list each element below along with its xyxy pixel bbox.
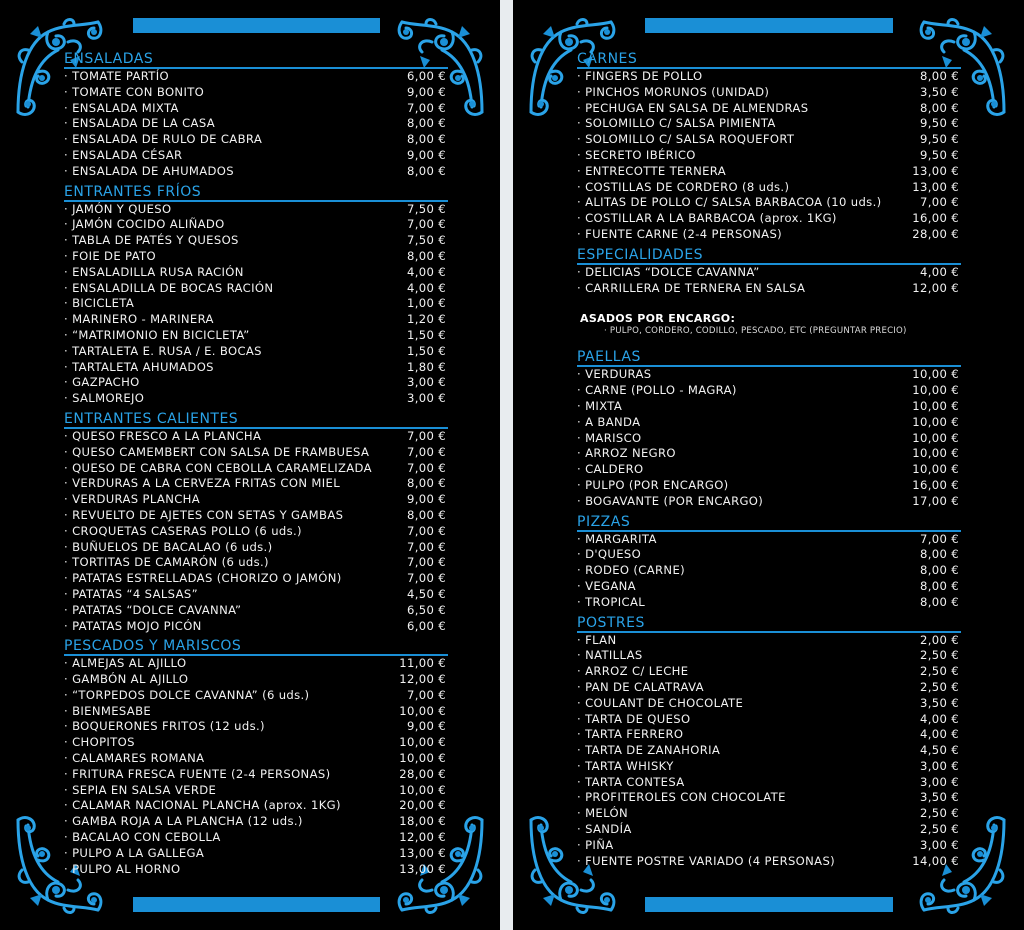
- menu-item: [577, 101, 961, 117]
- menu-item-price: 13,00 €: [399, 845, 446, 860]
- menu-item-price: 7,50 €: [407, 233, 446, 248]
- menu-section: [577, 348, 961, 509]
- menu-item: [64, 164, 448, 180]
- menu-item-name: · BUÑUELOS DE BACALAO (6 uds.): [64, 540, 272, 556]
- menu-item-name: · A BANDA: [577, 415, 640, 431]
- menu-item-name: · RODEO (CARNE): [577, 563, 685, 579]
- menu-item: [64, 508, 448, 524]
- menu-item: [64, 132, 448, 148]
- menu-item-name: · “TORPEDOS DOLCE CAVANNA” (6 uds.): [64, 688, 309, 704]
- menu-item-name: · JAMÓN Y QUESO: [64, 202, 171, 218]
- menu-item-name: · QUESO FRESCO A LA PLANCHA: [64, 429, 261, 445]
- menu-item-name: · ALITAS DE POLLO C/ SALSA BARBACOA (10 uds.): [577, 195, 881, 211]
- menu-item: [64, 445, 448, 461]
- menu-item: [577, 712, 961, 728]
- menu-item-price: 1,80 €: [407, 359, 446, 374]
- menu-item: [577, 648, 961, 664]
- menu-item-name: · TARTALETA E. RUSA / E. BOCAS: [64, 344, 262, 360]
- section-title: PIZZAS: [577, 513, 961, 532]
- menu-item-price: 1,00 €: [407, 296, 446, 311]
- menu-item-name: · CALAMARES ROMANA: [64, 751, 204, 767]
- menu-item-price: 9,00 €: [407, 492, 446, 507]
- menu-item-name: · MIXTA: [577, 399, 622, 415]
- menu-item-price: 9,50 €: [920, 147, 959, 162]
- menu-item: [577, 547, 961, 563]
- menu-item-name: · PIÑA: [577, 838, 614, 854]
- menu-item-name: · PATATAS ESTRELLADAS (CHORIZO O JAMÓN): [64, 571, 342, 587]
- menu-item-price: 11,00 €: [399, 656, 446, 671]
- menu-item: [64, 429, 448, 445]
- section-title: ENTRANTES CALIENTES: [64, 410, 448, 429]
- menu-item: [64, 312, 448, 328]
- section-title: ESPECIALIDADES: [577, 246, 961, 265]
- menu-section: [64, 637, 448, 877]
- menu-item: [64, 751, 448, 767]
- menu-item-name: · VEGANA: [577, 579, 636, 595]
- menu-item-price: 3,00 €: [920, 774, 959, 789]
- menu-item-price: 3,00 €: [407, 391, 446, 406]
- menu-item-name: · D'QUESO: [577, 547, 641, 563]
- menu-item: [64, 603, 448, 619]
- menu-item: [64, 148, 448, 164]
- menu-item: [577, 281, 961, 297]
- menu-section: [64, 410, 448, 634]
- menu-item: [577, 806, 961, 822]
- menu-item: [577, 367, 961, 383]
- menu-item-name: · BOQUERONES FRITOS (12 uds.): [64, 719, 265, 735]
- menu-item-name: · ENSALADILLA RUSA RACIÓN: [64, 265, 244, 281]
- menu-item: [577, 633, 961, 649]
- menu-item: [64, 704, 448, 720]
- menu-item-price: 10,00 €: [912, 414, 959, 429]
- menu-item-name: · GAZPACHO: [64, 375, 140, 391]
- menu-item-price: 8,00 €: [920, 578, 959, 593]
- left-menu-content: [64, 50, 448, 877]
- menu-item-price: 2,50 €: [920, 806, 959, 821]
- menu-item-name: · ENSALADA DE LA CASA: [64, 116, 215, 132]
- menu-item: [577, 532, 961, 548]
- menu-item-price: 7,00 €: [920, 195, 959, 210]
- menu-item-name: · SOLOMILLO C/ SALSA ROQUEFORT: [577, 132, 794, 148]
- menu-item-name: · VERDURAS PLANCHA: [64, 492, 200, 508]
- menu-item: [64, 217, 448, 233]
- menu-item-name: · SECRETO IBÉRICO: [577, 148, 696, 164]
- menu-item-name: · MELÓN: [577, 806, 628, 822]
- menu-item-price: 2,00 €: [920, 632, 959, 647]
- menu-item: [64, 492, 448, 508]
- menu-section: [577, 50, 961, 243]
- menu-item: [577, 69, 961, 85]
- menu-item-price: 7,00 €: [407, 539, 446, 554]
- menu-item-name: · SANDÍA: [577, 822, 632, 838]
- menu-item-price: 8,00 €: [920, 100, 959, 115]
- menu-item: [577, 164, 961, 180]
- menu-item: [64, 688, 448, 704]
- section-title: POSTRES: [577, 614, 961, 633]
- menu-item-price: 7,00 €: [407, 444, 446, 459]
- menu-item-name: · TARTA FERRERO: [577, 727, 683, 743]
- menu-item-price: 7,00 €: [407, 217, 446, 232]
- menu-item-price: 9,00 €: [407, 147, 446, 162]
- menu-item-price: 2,50 €: [920, 648, 959, 663]
- menu-item-price: 10,00 €: [912, 462, 959, 477]
- menu-item-price: 4,50 €: [920, 743, 959, 758]
- menu-item: [577, 195, 961, 211]
- menu-item-name: · PAN DE CALATRAVA: [577, 680, 704, 696]
- menu-item-name: · ALMEJAS AL AJILLO: [64, 656, 186, 672]
- menu-item-price: 2,50 €: [920, 664, 959, 679]
- menu-item: [64, 587, 448, 603]
- menu-item-name: · COSTILLAS DE CORDERO (8 uds.): [577, 180, 789, 196]
- menu-item: [64, 735, 448, 751]
- menu-item: [577, 775, 961, 791]
- decorative-bar-bottom: [645, 897, 893, 912]
- menu-item-name: · REVUELTO DE AJETES CON SETAS Y GAMBAS: [64, 508, 343, 524]
- menu-item-name: · NATILLAS: [577, 648, 643, 664]
- menu-item: [577, 595, 961, 611]
- menu-item-price: 18,00 €: [399, 814, 446, 829]
- menu-item: [64, 360, 448, 376]
- menu-item-name: · QUESO DE CABRA CON CEBOLLA CARAMELIZADA: [64, 461, 372, 477]
- menu-item-name: · TARTA CONTESA: [577, 775, 685, 791]
- menu-item-name: · DELICIAS “DOLCE CAVANNA”: [577, 265, 760, 281]
- menu-item: [64, 202, 448, 218]
- menu-item-price: 10,00 €: [399, 703, 446, 718]
- menu-item-price: 7,50 €: [407, 201, 446, 216]
- menu-item-name: · MARINERO - MARINERA: [64, 312, 214, 328]
- menu-item: [577, 822, 961, 838]
- menu-item: [64, 391, 448, 407]
- menu-item-price: 9,50 €: [920, 132, 959, 147]
- menu-item: [64, 862, 448, 878]
- menu-item-price: 7,00 €: [407, 100, 446, 115]
- menu-item-name: · PATATAS “4 SALSAS”: [64, 587, 198, 603]
- menu-item-name: · BACALAO CON CEBOLLA: [64, 830, 221, 846]
- menu-item-price: 8,00 €: [407, 248, 446, 263]
- menu-item: [577, 727, 961, 743]
- menu-item-price: 3,50 €: [920, 790, 959, 805]
- asados-description: · PULPO, CORDERO, CODILLO, PESCADO, ETC (PREGUNTAR PRECIO): [577, 326, 961, 336]
- menu-item-name: · PULPO (POR ENCARGO): [577, 478, 729, 494]
- menu-item-price: 9,00 €: [407, 84, 446, 99]
- menu-item: [64, 101, 448, 117]
- menu-item-price: 8,00 €: [407, 132, 446, 147]
- menu-item: [64, 233, 448, 249]
- menu-item-price: 10,00 €: [912, 430, 959, 445]
- menu-item: [64, 524, 448, 540]
- menu-item-price: 3,50 €: [920, 84, 959, 99]
- menu-section: [577, 513, 961, 611]
- section-title: PESCADOS Y MARISCOS: [64, 637, 448, 656]
- menu-item: [64, 767, 448, 783]
- menu-item: [577, 579, 961, 595]
- menu-item: [64, 344, 448, 360]
- menu-item-price: 10,00 €: [912, 398, 959, 413]
- menu-item-price: 2,50 €: [920, 679, 959, 694]
- menu-item-price: 3,00 €: [920, 758, 959, 773]
- menu-item-name: · VERDURAS A LA CERVEZA FRITAS CON MIEL: [64, 476, 340, 492]
- menu-item: [577, 838, 961, 854]
- section-title: PAELLAS: [577, 348, 961, 367]
- menu-item: [64, 461, 448, 477]
- menu-item-name: · CROQUETAS CASERAS POLLO (6 uds.): [64, 524, 302, 540]
- menu-item-price: 10,00 €: [912, 446, 959, 461]
- menu-item-name: · PULPO AL HORNO: [64, 862, 181, 878]
- menu-item-name: · ENSALADA DE AHUMADOS: [64, 164, 234, 180]
- menu-item-name: · CARRILLERA DE TERNERA EN SALSA: [577, 281, 805, 297]
- menu-item: [577, 116, 961, 132]
- menu-item-name: · PECHUGA EN SALSA DE ALMENDRAS: [577, 101, 808, 117]
- menu-item-name: · SALMOREJO: [64, 391, 144, 407]
- menu-item: [577, 563, 961, 579]
- menu-item-name: · CHOPITOS: [64, 735, 135, 751]
- menu-item-price: 10,00 €: [912, 367, 959, 382]
- menu-section: [64, 183, 448, 407]
- menu-item-price: 20,00 €: [399, 798, 446, 813]
- menu-item-price: 8,00 €: [920, 594, 959, 609]
- menu-item: [577, 743, 961, 759]
- menu-item-price: 14,00 €: [912, 853, 959, 868]
- menu-item-price: 2,50 €: [920, 822, 959, 837]
- menu-item: [64, 265, 448, 281]
- menu-item-price: 4,00 €: [920, 727, 959, 742]
- menu-item-price: 16,00 €: [912, 211, 959, 226]
- decorative-bar-top: [645, 18, 893, 33]
- menu-item-price: 16,00 €: [912, 477, 959, 492]
- menu-item-price: 1,50 €: [407, 343, 446, 358]
- menu-item-name: · ARROZ C/ LECHE: [577, 664, 688, 680]
- decorative-bar-top: [133, 18, 380, 33]
- menu-item-price: 6,50 €: [407, 602, 446, 617]
- menu-item: [64, 375, 448, 391]
- menu-item-price: 3,50 €: [920, 695, 959, 710]
- menu-item: [64, 798, 448, 814]
- menu-panel-left: [0, 0, 500, 930]
- menu-item: [64, 116, 448, 132]
- menu-item-price: 3,00 €: [920, 837, 959, 852]
- menu-item-name: · QUESO CAMEMBERT CON SALSA DE FRAMBUESA: [64, 445, 369, 461]
- menu-item-name: · TARTALETA AHUMADOS: [64, 360, 214, 376]
- menu-item-price: 9,00 €: [407, 719, 446, 734]
- menu-item-price: 8,00 €: [920, 547, 959, 562]
- menu-item-price: 1,50 €: [407, 327, 446, 342]
- asados-title: ASADOS POR ENCARGO:: [580, 312, 736, 326]
- menu-item-price: 4,00 €: [407, 264, 446, 279]
- menu-item-name: · “MATRIMONIO EN BICICLETA”: [64, 328, 250, 344]
- menu-item-price: 10,00 €: [399, 782, 446, 797]
- menu-item-price: 7,00 €: [407, 571, 446, 586]
- menu-item-price: 13,00 €: [912, 179, 959, 194]
- menu-item-name: · FINGERS DE POLLO: [577, 69, 703, 85]
- menu-item: [64, 571, 448, 587]
- menu-item-price: 12,00 €: [399, 830, 446, 845]
- menu-item-price: 7,00 €: [407, 687, 446, 702]
- menu-item: [64, 296, 448, 312]
- menu-item: [577, 431, 961, 447]
- menu-item: [577, 265, 961, 281]
- menu-item: [577, 680, 961, 696]
- menu-item-name: · BIENMESABE: [64, 704, 151, 720]
- section-title: CARNES: [577, 50, 961, 69]
- menu-item: [577, 759, 961, 775]
- menu-item-name: · FRITURA FRESCA FUENTE (2-4 PERSONAS): [64, 767, 330, 783]
- menu-item-name: · ARROZ NEGRO: [577, 446, 676, 462]
- menu-item-name: · VERDURAS: [577, 367, 651, 383]
- menu-item: [577, 132, 961, 148]
- menu-item-name: · FLAN: [577, 633, 616, 649]
- menu-item-name: · PINCHOS MORUNOS (UNIDAD): [577, 85, 769, 101]
- menu-item-price: 3,00 €: [407, 375, 446, 390]
- menu-item-price: 13,00 €: [399, 861, 446, 876]
- menu-item-name: · FUENTE POSTRE VARIADO (4 PERSONAS): [577, 854, 835, 870]
- menu-item: [64, 830, 448, 846]
- menu-item-name: · SEPIA EN SALSA VERDE: [64, 783, 216, 799]
- menu-item-price: 7,00 €: [407, 523, 446, 538]
- menu-item-name: · TARTA DE ZANAHORIA: [577, 743, 720, 759]
- menu-item-price: 12,00 €: [399, 672, 446, 687]
- menu-item-price: 4,50 €: [407, 586, 446, 601]
- menu-item-name: · PULPO A LA GALLEGA: [64, 846, 204, 862]
- menu-item-name: · TABLA DE PATÉS Y QUESOS: [64, 233, 239, 249]
- menu-item-name: · ENSALADILLA DE BOCAS RACIÓN: [64, 281, 273, 297]
- menu-item-price: 7,00 €: [407, 428, 446, 443]
- menu-item-price: 8,00 €: [407, 163, 446, 178]
- menu-item-price: 6,00 €: [407, 69, 446, 83]
- menu-item-price: 28,00 €: [912, 226, 959, 241]
- menu-item-price: 9,50 €: [920, 116, 959, 131]
- menu-item-name: · SOLOMILLO C/ SALSA PIMIENTA: [577, 116, 776, 132]
- menu-section: [577, 614, 961, 870]
- menu-item-price: 8,00 €: [920, 69, 959, 83]
- menu-item-price: 10,00 €: [912, 383, 959, 398]
- menu-item-name: · CALDERO: [577, 462, 643, 478]
- menu-item: [64, 476, 448, 492]
- menu-item-price: 8,00 €: [407, 116, 446, 131]
- menu-item-name: · GAMBÓN AL AJILLO: [64, 672, 188, 688]
- menu-item-price: 7,00 €: [920, 531, 959, 546]
- menu-item: [64, 555, 448, 571]
- menu-item-name: · GAMBA ROJA A LA PLANCHA (12 uds.): [64, 814, 303, 830]
- menu-item: [64, 814, 448, 830]
- menu-item: [64, 85, 448, 101]
- menu-item-price: 8,00 €: [407, 507, 446, 522]
- menu-item-price: 8,00 €: [920, 563, 959, 578]
- menu-item-price: 1,20 €: [407, 312, 446, 327]
- menu-item-price: 7,00 €: [407, 555, 446, 570]
- menu-item-price: 17,00 €: [912, 493, 959, 508]
- menu-item: [577, 180, 961, 196]
- menu-item-price: 10,00 €: [399, 735, 446, 750]
- menu-item-name: · ENSALADA CÉSAR: [64, 148, 182, 164]
- menu-item-price: 6,00 €: [407, 618, 446, 633]
- menu-item-name: · FOIE DE PATO: [64, 249, 156, 265]
- menu-item-price: 4,00 €: [920, 711, 959, 726]
- menu-item: [577, 211, 961, 227]
- menu-item-price: 4,00 €: [407, 280, 446, 295]
- menu-item-name: · TARTA DE QUESO: [577, 712, 690, 728]
- menu-item: [577, 478, 961, 494]
- section-title: ENSALADAS: [64, 50, 448, 69]
- menu-item: [577, 227, 961, 243]
- menu-item: [64, 249, 448, 265]
- menu-item-name: · TOMATE PARTÍO: [64, 69, 169, 85]
- menu-item: [64, 672, 448, 688]
- menu-item-name: · PATATAS “DOLCE CAVANNA”: [64, 603, 241, 619]
- menu-item-name: · PATATAS MOJO PICÓN: [64, 619, 202, 635]
- menu-item: [64, 540, 448, 556]
- menu-item-name: · COSTILLAR A LA BARBACOA (aprox. 1KG): [577, 211, 837, 227]
- right-menu-content: [577, 50, 961, 869]
- menu-item-name: · BOGAVANTE (POR ENCARGO): [577, 494, 763, 510]
- menu-item-name: · CARNE (POLLO - MAGRA): [577, 383, 737, 399]
- menu-section: [577, 246, 961, 297]
- menu-item: [577, 494, 961, 510]
- menu-item-name: · TOMATE CON BONITO: [64, 85, 204, 101]
- menu-item: [577, 415, 961, 431]
- menu-item: [64, 281, 448, 297]
- menu-item: [577, 383, 961, 399]
- menu-item-name: · BICICLETA: [64, 296, 134, 312]
- menu-item: [577, 790, 961, 806]
- menu-item-name: · COULANT DE CHOCOLATE: [577, 696, 743, 712]
- menu-item-name: · ENSALADA MIXTA: [64, 101, 179, 117]
- menu-panel-right: [513, 0, 1024, 930]
- menu-item: [577, 462, 961, 478]
- menu-item-price: 28,00 €: [399, 766, 446, 781]
- menu-item: [64, 719, 448, 735]
- menu-item: [64, 69, 448, 85]
- menu-item-price: 13,00 €: [912, 163, 959, 178]
- menu-item-name: · JAMÓN COCIDO ALIÑADO: [64, 217, 225, 233]
- menu-item-name: · PROFITEROLES CON CHOCOLATE: [577, 790, 786, 806]
- menu-item-name: · CALAMAR NACIONAL PLANCHA (aprox. 1KG): [64, 798, 341, 814]
- menu-item-price: 8,00 €: [407, 476, 446, 491]
- menu-item-price: 10,00 €: [399, 751, 446, 766]
- menu-item-price: 12,00 €: [912, 280, 959, 295]
- menu-item: [577, 148, 961, 164]
- menu-item-price: 7,00 €: [407, 460, 446, 475]
- menu-item: [577, 664, 961, 680]
- menu-item-name: · FUENTE CARNE (2-4 PERSONAS): [577, 227, 782, 243]
- menu-item: [577, 854, 961, 870]
- menu-item-price: 4,00 €: [920, 264, 959, 279]
- menu-item-name: · ENTRECOTTE TERNERA: [577, 164, 726, 180]
- menu-item-name: · MARGARITA: [577, 532, 657, 548]
- menu-item-name: · ENSALADA DE RULO DE CABRA: [64, 132, 262, 148]
- decorative-bar-bottom: [133, 897, 380, 912]
- menu-item: [64, 656, 448, 672]
- menu-item: [577, 446, 961, 462]
- menu-item: [64, 328, 448, 344]
- menu-item: [64, 846, 448, 862]
- menu-item-name: · MARISCO: [577, 431, 642, 447]
- menu-item: [577, 85, 961, 101]
- menu-item-name: · TARTA WHISKY: [577, 759, 674, 775]
- section-title: ENTRANTES FRÍOS: [64, 183, 448, 202]
- menu-item: [577, 399, 961, 415]
- menu-section: [64, 50, 448, 180]
- menu-item-name: · TROPICAL: [577, 595, 645, 611]
- menu-item: [64, 783, 448, 799]
- menu-item: [64, 619, 448, 635]
- menu-item-name: · TORTITAS DE CAMARÓN (6 uds.): [64, 555, 269, 571]
- menu-item: [577, 696, 961, 712]
